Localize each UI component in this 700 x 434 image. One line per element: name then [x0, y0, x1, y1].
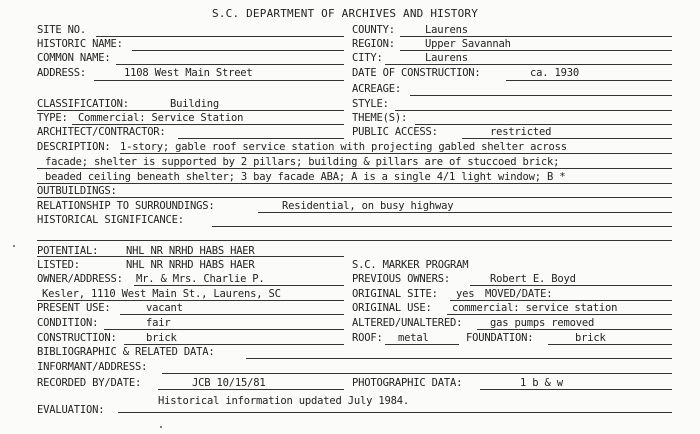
type-value: Commercial: Service Station [78, 112, 244, 124]
site-no-line [96, 36, 344, 37]
owner-line [134, 285, 344, 286]
condition-line [104, 329, 344, 330]
county-line [400, 36, 672, 37]
acreage-label: ACREAGE: [352, 83, 401, 95]
city-value: Laurens [425, 52, 468, 64]
previous-owners-value: Robert E. Boyd [490, 273, 576, 285]
type-label: TYPE: [37, 112, 68, 124]
bibliographic-label: BIBLIOGRAPHIC & RELATED DATA: [37, 346, 215, 358]
roof-value: metal [398, 332, 429, 344]
moved-date-label: MOVED/DATE: [485, 288, 553, 300]
relationship-line [258, 212, 672, 213]
original-use-label: ORIGINAL USE: [352, 302, 432, 314]
potential-line [37, 256, 344, 257]
present-use-label: PRESENT USE: [37, 302, 111, 314]
evaluation-label: EVALUATION: [37, 404, 105, 416]
outbuildings-label: OUTBUILDINGS: [37, 185, 117, 197]
county-label: COUNTY: [352, 24, 395, 36]
owner-value-2: Kesler, 1110 West Main St., Laurens, SC [42, 288, 281, 300]
themes-label: THEME(S): [352, 112, 408, 124]
construction-value: brick [146, 332, 177, 344]
scan-speck [13, 245, 15, 247]
historical-significance-line-2 [37, 240, 672, 241]
present-use-value: vacant [146, 302, 183, 314]
form-title: S.C. DEPARTMENT OF ARCHIVES AND HISTORY [212, 7, 479, 20]
relationship-label: RELATIONSHIP TO SURROUNDINGS: [37, 200, 215, 212]
city-label: CITY: [352, 52, 383, 64]
construction-label: CONSTRUCTION: [37, 332, 117, 344]
foundation-value: brick [575, 332, 606, 344]
description-rule-1 [120, 153, 672, 154]
common-name-line [116, 64, 344, 65]
date-of-construction-label: DATE OF CONSTRUCTION: [352, 67, 481, 79]
style-line [395, 110, 672, 111]
condition-value: fair [146, 317, 171, 329]
original-use-line [447, 314, 672, 315]
evaluation-value: Historical information updated July 1984. [158, 395, 409, 407]
owner-value: Mr. & Mrs. Charlie P. [136, 273, 265, 285]
description-rule-3 [37, 183, 672, 184]
listed-label: LISTED: [37, 259, 80, 271]
classification-label: CLASSIFICATION: [37, 98, 129, 110]
foundation-label: FOUNDATION: [466, 332, 534, 344]
condition-label: CONDITION: [37, 317, 99, 329]
roof-label: ROOF: [352, 332, 383, 344]
classification-line [37, 110, 344, 111]
address-value: 1108 West Main Street [124, 67, 253, 79]
original-use-value: commercial: service station [452, 302, 618, 314]
public-access-value: restricted [490, 126, 552, 138]
listed-options: NHL NR NRHD HABS HAER [126, 259, 255, 271]
recorded-value: JCB 10/15/81 [192, 377, 266, 389]
marker-program-label: S.C. MARKER PROGRAM [352, 259, 469, 271]
common-name-label: COMMON NAME: [37, 52, 111, 64]
region-line [400, 50, 672, 51]
historical-significance-line [212, 226, 672, 227]
previous-owners-label: PREVIOUS OWNERS: [352, 273, 450, 285]
original-site-line [450, 300, 672, 301]
informant-label: INFORMANT/ADDRESS: [37, 361, 148, 373]
description-line-2: facade; shelter is supported by 2 pillars; building & pillars are of stuccoed brick; [45, 156, 560, 168]
description-rule-2 [37, 168, 672, 169]
foundation-line [548, 344, 672, 345]
present-use-line [120, 314, 344, 315]
region-label: REGION: [352, 38, 395, 50]
informant-line [162, 373, 672, 374]
public-access-line [462, 138, 672, 139]
evaluation-line [118, 412, 672, 413]
owner-label: OWNER/ADDRESS: [37, 273, 123, 285]
site-no-label: SITE NO. [37, 24, 86, 36]
type-line [72, 124, 344, 125]
scan-speck [160, 426, 162, 428]
historic-name-line [132, 50, 344, 51]
description-line-3: beaded ceiling beneath shelter; 3 bay facade ABA; A is a single 4/1 light window; B * [45, 171, 566, 183]
historic-name-label: HISTORIC NAME: [37, 38, 123, 50]
description-label: DESCRIPTION: [37, 141, 111, 153]
photographic-label: PHOTOGRAPHIC DATA: [352, 377, 463, 389]
city-line [385, 64, 672, 65]
county-value: Laurens [425, 24, 468, 36]
altered-label: ALTERED/UNALTERED: [352, 317, 463, 329]
public-access-label: PUBLIC ACCESS: [352, 126, 438, 138]
acreage-line [410, 95, 672, 96]
altered-value: gas pumps removed [490, 317, 595, 329]
photographic-line [480, 389, 672, 390]
recorded-label: RECORDED BY/DATE: [37, 377, 142, 389]
outbuildings-line [37, 197, 672, 198]
previous-owners-line [470, 285, 672, 286]
date-of-construction-value: ca. 1930 [530, 67, 579, 79]
roof-line [385, 344, 459, 345]
historical-significance-label: HISTORICAL SIGNIFICANCE: [37, 214, 184, 226]
recorded-line [158, 389, 344, 390]
owner-line-2 [37, 300, 344, 301]
classification-value: Building [170, 98, 219, 110]
region-value: Upper Savannah [425, 38, 511, 50]
potential-options: NHL NR NRHD HABS HAER [126, 245, 255, 257]
relationship-value: Residential, on busy highway [282, 200, 454, 212]
altered-line [477, 329, 672, 330]
architect-label: ARCHITECT/CONTRACTOR: [37, 126, 166, 138]
date-of-construction-line [506, 80, 672, 81]
themes-line [415, 124, 672, 125]
architect-line [178, 138, 344, 139]
original-site-label: ORIGINAL SITE: [352, 288, 438, 300]
photographic-value: 1 b & w [520, 377, 563, 389]
original-site-value: yes [456, 288, 475, 300]
address-line [94, 80, 344, 81]
bibliographic-line [246, 358, 672, 359]
construction-line [124, 344, 344, 345]
description-line-1: 1-story; gable roof service station with projecting gabled shelter across [120, 141, 567, 153]
potential-label: POTENTIAL: [37, 245, 99, 257]
address-label: ADDRESS: [37, 67, 86, 79]
style-label: STYLE: [352, 98, 389, 110]
